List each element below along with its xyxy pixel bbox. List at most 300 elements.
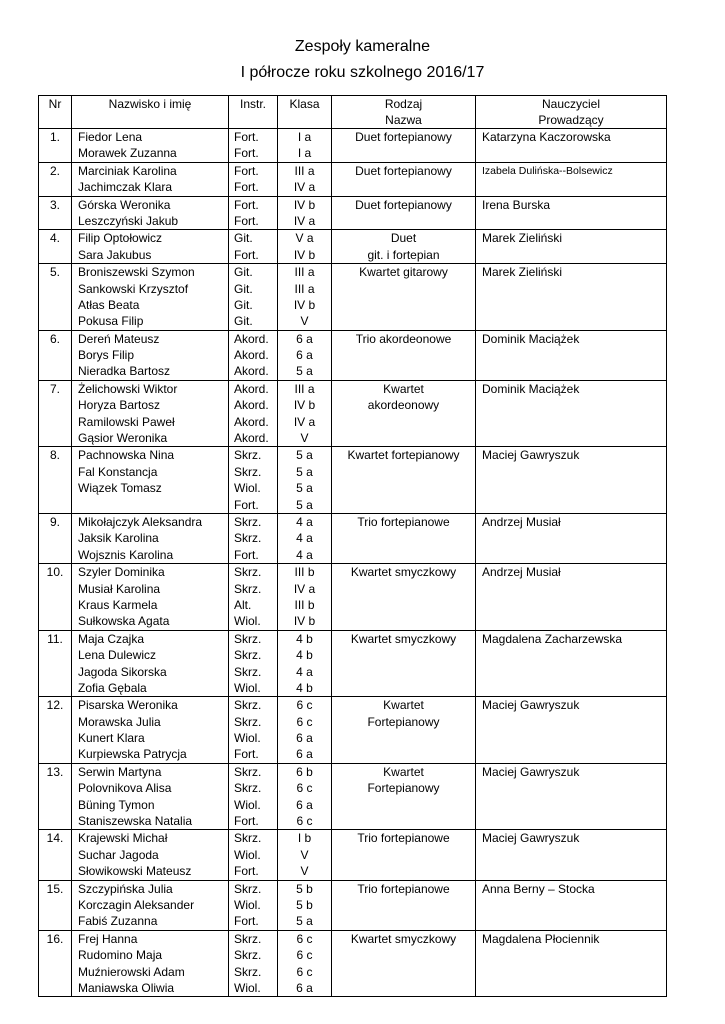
class-level: 4 a <box>296 531 313 546</box>
class-level: V <box>300 314 309 329</box>
row-number-text: 12. <box>46 698 64 713</box>
member-name: Wojsznis Karolina <box>78 547 174 562</box>
member-name: Nieradka Bartosz <box>78 364 171 379</box>
instrument: Fort. <box>234 247 259 262</box>
table-row <box>39 763 667 830</box>
instrument: Fort. <box>234 497 259 512</box>
ensemble-type <box>332 513 476 563</box>
teacher <box>476 880 667 930</box>
instruments <box>229 697 278 764</box>
classes <box>278 264 332 331</box>
member-name: Dereń Mateusz <box>78 331 160 346</box>
class-level: 4 a <box>296 547 313 562</box>
member-names <box>72 630 229 697</box>
member-names <box>72 830 229 880</box>
instrument: Git. <box>234 231 253 246</box>
instrument: Skrz. <box>234 464 262 479</box>
ensembles-table <box>38 95 667 997</box>
instrument: Fort. <box>234 747 259 762</box>
member-name: Büning Tymon <box>78 797 155 812</box>
teacher-name: Katarzyna Kaczorowska <box>482 130 611 144</box>
row-number <box>39 930 72 997</box>
ensemble-type <box>332 230 476 264</box>
instrument: Skrz. <box>234 565 262 580</box>
member-name: Wiązek Tomasz <box>78 481 162 496</box>
teacher <box>476 830 667 880</box>
member-names <box>72 930 229 997</box>
member-name: Marciniak Karolina <box>78 163 177 178</box>
ensemble-type-text <box>332 847 475 863</box>
class-level: 4 b <box>296 631 313 646</box>
class-level: 5 b <box>296 897 313 912</box>
row-number <box>39 264 72 331</box>
instrument: Skrz. <box>234 948 262 963</box>
class-level: IV b <box>293 247 316 262</box>
teacher-name: Marek Zieliński <box>482 231 563 246</box>
member-name: Sara Jakubus <box>78 247 152 262</box>
row-number-text: 10. <box>46 565 64 580</box>
classes <box>278 880 332 930</box>
ensemble-type-text <box>332 145 475 161</box>
instrument: Git. <box>234 297 253 312</box>
row-number-text: 6. <box>49 331 60 346</box>
member-name: Mikołajczyk Aleksandra <box>78 514 203 529</box>
member-name: Leszczyński Jakub <box>78 213 179 228</box>
member-name: Sankowski Krzysztof <box>78 281 189 296</box>
table-row <box>39 162 667 196</box>
ensemble-type-text: Kwartet gitarowy <box>359 265 448 280</box>
classes <box>278 513 332 563</box>
table-row <box>39 264 667 331</box>
ensemble-type-text: Kwartet smyczkowy <box>350 931 457 946</box>
ensemble-type <box>332 330 476 380</box>
member-name: Frej Hanna <box>78 931 138 946</box>
ensemble-type <box>332 830 476 880</box>
ensemble-type-text: Duet fortepianowy <box>355 197 452 212</box>
member-name: Fabiś Zuzanna <box>78 914 158 929</box>
class-level: 6 b <box>296 764 313 779</box>
ensemble-type <box>332 162 476 196</box>
row-number-text: 7. <box>49 381 60 396</box>
teacher <box>476 930 667 997</box>
class-level: 5 a <box>296 481 313 496</box>
instrument: Akord. <box>234 398 269 413</box>
row-number <box>39 196 72 230</box>
member-name: Górska Weronika <box>78 197 171 212</box>
instrument: Skrz. <box>234 664 262 679</box>
classes <box>278 447 332 514</box>
ensemble-type-text <box>332 647 475 663</box>
row-number <box>39 830 72 880</box>
classes <box>278 330 332 380</box>
member-name <box>72 497 228 513</box>
teacher-name: Dominik Maciążek <box>482 331 580 346</box>
instrument: Fort. <box>234 180 259 195</box>
member-name: Maja Czajka <box>78 631 145 646</box>
instruments <box>229 880 278 930</box>
ensemble-type-text <box>332 213 475 229</box>
instrument: Wiol. <box>234 680 261 695</box>
row-number <box>39 697 72 764</box>
teacher-name: Maciej Gawryszuk <box>482 448 580 463</box>
instruments <box>229 330 278 380</box>
table-row <box>39 830 667 880</box>
member-name: Sułkowska Agata <box>78 614 170 629</box>
member-names <box>72 264 229 331</box>
row-number-text: 14. <box>46 831 64 846</box>
ensemble-type-text <box>332 947 475 963</box>
instrument: Fort. <box>234 914 259 929</box>
instrument: Wiol. <box>234 481 261 496</box>
member-name: Szyler Dominika <box>78 565 165 580</box>
row-number <box>39 162 72 196</box>
instrument: Fort. <box>234 146 259 161</box>
classes <box>278 763 332 830</box>
instruments <box>229 513 278 563</box>
ensemble-type-text <box>332 664 475 680</box>
classes <box>278 697 332 764</box>
member-name: Maniawska Oliwia <box>78 980 175 995</box>
table-row <box>39 380 667 447</box>
instrument: Wiol. <box>234 614 261 629</box>
class-level: IV a <box>293 180 316 195</box>
instrument: Akord. <box>234 364 269 379</box>
member-name: Musiał Karolina <box>78 581 161 596</box>
teacher <box>476 630 667 697</box>
classes <box>278 196 332 230</box>
member-name: Jagoda Sikorska <box>78 664 167 679</box>
instrument: Akord. <box>234 431 269 446</box>
class-level: III b <box>294 565 315 580</box>
class-level: 6 c <box>296 714 313 729</box>
teacher-name: Maciej Gawryszuk <box>482 831 580 846</box>
classes <box>278 380 332 447</box>
instrument: Git. <box>234 265 253 280</box>
class-level: 5 a <box>296 497 313 512</box>
ensemble-type-text: Trio fortepianowe <box>357 881 450 896</box>
ensemble-type-text <box>332 497 475 513</box>
header-instr: Instr. <box>229 96 278 129</box>
ensemble-type <box>332 447 476 514</box>
header-klasa: Klasa <box>278 96 332 129</box>
member-name: Staniszewska Natalia <box>78 814 193 829</box>
row-number <box>39 230 72 264</box>
member-name: Szczypińska Julia <box>78 881 173 896</box>
class-level: 5 a <box>296 364 313 379</box>
member-names <box>72 196 229 230</box>
class-level: 4 a <box>296 664 313 679</box>
teacher-name: Maciej Gawryszuk <box>482 764 580 779</box>
teacher <box>476 162 667 196</box>
ensemble-type <box>332 697 476 764</box>
teacher-name: Andrzej Musiał <box>482 514 561 529</box>
instrument: Skrz. <box>234 764 262 779</box>
ensemble-type-text <box>332 746 475 762</box>
member-names <box>72 129 229 163</box>
teacher <box>476 380 667 447</box>
ensemble-type-text <box>332 547 475 563</box>
member-name: Filip Optołowicz <box>78 231 163 246</box>
class-level: V <box>300 864 309 879</box>
table-header-row <box>39 96 667 129</box>
class-level: IV b <box>293 614 316 629</box>
table-row <box>39 564 667 631</box>
row-number <box>39 330 72 380</box>
header-name: Nazwisko i imię <box>72 96 229 129</box>
instruments <box>229 630 278 697</box>
instruments <box>229 196 278 230</box>
ensemble-type <box>332 196 476 230</box>
teacher <box>476 513 667 563</box>
table-row <box>39 196 667 230</box>
class-level: 6 a <box>296 980 313 995</box>
member-name: Korczagin Aleksander <box>78 897 195 912</box>
classes <box>278 630 332 697</box>
row-number <box>39 564 72 631</box>
member-names <box>72 513 229 563</box>
teacher-name: Anna Berny – Stocka <box>482 881 595 896</box>
ensemble-type-text <box>332 597 475 613</box>
class-level: V a <box>295 231 314 246</box>
header-teacher: Nauczyciel Prowadzący <box>476 96 667 129</box>
table-body <box>39 129 667 997</box>
ensemble-type-text: Duet <box>390 231 417 246</box>
instruments <box>229 930 278 997</box>
member-name: Jachimczak Klara <box>78 180 173 195</box>
row-number-text: 16. <box>46 931 64 946</box>
instrument: Skrz. <box>234 698 262 713</box>
instrument: Git. <box>234 314 253 329</box>
instrument: Akord. <box>234 381 269 396</box>
member-name: Rudomino Maja <box>78 948 163 963</box>
member-names <box>72 330 229 380</box>
instruments <box>229 447 278 514</box>
ensemble-type-text: Kwartet <box>383 764 424 779</box>
member-name: Broniszewski Szymon <box>78 265 195 280</box>
member-name: Żelichowski Wiktor <box>78 381 178 396</box>
ensemble-type-text <box>332 730 475 746</box>
ensemble-type-text <box>332 414 475 430</box>
document-title: Zespoły kameralne <box>294 38 431 55</box>
row-number-text: 13. <box>46 764 64 779</box>
ensemble-type-text: Fortepianowy <box>367 781 440 796</box>
classes <box>278 830 332 880</box>
instrument: Akord. <box>234 414 269 429</box>
classes <box>278 564 332 631</box>
class-level: III a <box>294 163 315 178</box>
row-number <box>39 380 72 447</box>
teacher <box>476 129 667 163</box>
member-names <box>72 447 229 514</box>
row-number <box>39 447 72 514</box>
member-name: Serwin Martyna <box>78 764 162 779</box>
member-name: Zofia Gębala <box>78 680 147 695</box>
class-level: 6 c <box>296 781 313 796</box>
ensemble-type-text <box>332 297 475 313</box>
ensemble-type-text <box>332 530 475 546</box>
member-name: Lena Dulewicz <box>78 648 157 663</box>
member-name: Pokusa Filip <box>78 314 144 329</box>
member-names <box>72 380 229 447</box>
class-level: III a <box>294 265 315 280</box>
row-number-text: 9. <box>49 514 60 529</box>
ensemble-type-text: Kwartet smyczkowy <box>350 631 457 646</box>
instrument: Skrz. <box>234 631 262 646</box>
ensemble-type-text <box>332 613 475 629</box>
instrument: Wiol. <box>234 897 261 912</box>
ensemble-type-text: Trio fortepianowe <box>357 514 450 529</box>
class-level: 4 a <box>296 514 313 529</box>
teacher <box>476 330 667 380</box>
member-names <box>72 880 229 930</box>
row-number-text: 2. <box>49 163 60 178</box>
instrument: Fort. <box>234 163 259 178</box>
instruments <box>229 564 278 631</box>
class-level: 5 b <box>296 881 313 896</box>
classes <box>278 930 332 997</box>
row-number-text: 3. <box>49 197 60 212</box>
class-level: 4 b <box>296 680 313 695</box>
class-level: 5 a <box>296 464 313 479</box>
ensemble-type <box>332 930 476 997</box>
instrument: Git. <box>234 281 253 296</box>
class-level: V <box>300 847 309 862</box>
member-name: Ramilowski Paweł <box>78 414 175 429</box>
instruments <box>229 129 278 163</box>
class-level: I b <box>297 831 312 846</box>
class-level: IV a <box>293 213 316 228</box>
ensemble-type <box>332 264 476 331</box>
table-row <box>39 697 667 764</box>
class-level: IV a <box>293 581 316 596</box>
classes <box>278 129 332 163</box>
member-name: Morawek Zuzanna <box>78 146 177 161</box>
classes <box>278 162 332 196</box>
class-level: IV b <box>293 398 316 413</box>
class-level: 6 a <box>296 797 313 812</box>
member-names <box>72 230 229 264</box>
ensemble-type-text <box>332 313 475 329</box>
table-row <box>39 930 667 997</box>
member-name: Jaksik Karolina <box>78 531 159 546</box>
ensemble-type-text <box>332 913 475 929</box>
ensemble-type-text: Fortepianowy <box>367 714 440 729</box>
member-name: Gąsior Weronika <box>78 431 168 446</box>
ensemble-type-text <box>332 797 475 813</box>
teacher-name: Irena Burska <box>482 197 551 212</box>
instrument: Fort. <box>234 197 259 212</box>
ensemble-type-text: Kwartet <box>383 381 424 396</box>
member-name: Morawska Julia <box>78 714 161 729</box>
member-name: Borys Filip <box>78 348 135 363</box>
instrument: Skrz. <box>234 931 262 946</box>
class-level: V <box>300 431 309 446</box>
ensemble-type <box>332 763 476 830</box>
teacher-name: Maciej Gawryszuk <box>482 698 580 713</box>
table-row <box>39 630 667 697</box>
ensemble-type-text <box>332 464 475 480</box>
member-name: Pisarska Weronika <box>78 698 178 713</box>
member-name: Polovnikova Alisa <box>78 781 172 796</box>
ensemble-type-text <box>332 897 475 913</box>
class-level: I a <box>297 130 312 144</box>
class-level: 6 a <box>296 731 313 746</box>
member-name: Atłas Beata <box>78 297 140 312</box>
ensemble-type-text: Duet fortepianowy <box>355 163 452 178</box>
row-number <box>39 880 72 930</box>
instruments <box>229 264 278 331</box>
instrument: Fort. <box>234 130 259 144</box>
member-name: Muźnierowski Adam <box>78 964 185 979</box>
instrument: Skrz. <box>234 531 262 546</box>
instrument: Skrz. <box>234 581 262 596</box>
ensemble-type-text <box>332 980 475 996</box>
teacher-name: Dominik Maciążek <box>482 381 580 396</box>
class-level: III a <box>294 281 315 296</box>
ensemble-type-text <box>332 179 475 195</box>
class-level: I a <box>297 146 312 161</box>
row-number-text: 11. <box>47 631 63 646</box>
row-number-text: 1. <box>49 130 60 144</box>
member-name: Kunert Klara <box>78 731 145 746</box>
instrument: Alt. <box>234 597 252 612</box>
instruments <box>229 380 278 447</box>
instrument: Fort. <box>234 864 259 879</box>
class-level: 6 c <box>296 931 313 946</box>
class-level: 5 a <box>296 914 313 929</box>
member-name: Pachnowska Nina <box>78 448 175 463</box>
classes <box>278 230 332 264</box>
class-level: 6 a <box>296 348 313 363</box>
ensemble-type-text <box>332 813 475 829</box>
instrument: Skrz. <box>234 648 262 663</box>
class-level: 5 a <box>296 448 313 463</box>
ensemble-type <box>332 380 476 447</box>
instruments <box>229 763 278 830</box>
class-level: 6 c <box>296 964 313 979</box>
instrument: Skrz. <box>234 514 262 529</box>
class-level: III a <box>294 381 315 396</box>
member-name: Fal Konstancja <box>78 464 158 479</box>
instrument: Skrz. <box>234 448 262 463</box>
ensemble-type-text <box>332 430 475 446</box>
table-row <box>39 330 667 380</box>
table-row <box>39 447 667 514</box>
ensemble-type-text <box>332 964 475 980</box>
class-level: IV a <box>293 414 316 429</box>
ensemble-type-text <box>332 347 475 363</box>
instrument: Akord. <box>234 331 269 346</box>
teacher-name: Marek Zieliński <box>482 265 563 280</box>
ensemble-type <box>332 129 476 163</box>
instrument: Skrz. <box>234 831 262 846</box>
member-names <box>72 697 229 764</box>
row-number-text: 4. <box>49 231 60 246</box>
ensemble-type-text: Duet fortepianowy <box>355 130 452 144</box>
instrument: Skrz. <box>234 781 262 796</box>
teacher-name: Andrzej Musiał <box>482 565 561 580</box>
class-level: 4 b <box>296 648 313 663</box>
row-number-text: 5. <box>49 265 60 280</box>
instruments <box>229 162 278 196</box>
instrument: Akord. <box>234 348 269 363</box>
instrument: Skrz. <box>234 964 262 979</box>
teacher-name: Magdalena Zacharzewska <box>482 631 623 646</box>
member-name: Słowikowski Mateusz <box>78 864 192 879</box>
member-name: Kurpiewska Patrycja <box>78 747 187 762</box>
instrument: Fort. <box>234 814 259 829</box>
class-level: 6 a <box>296 747 313 762</box>
